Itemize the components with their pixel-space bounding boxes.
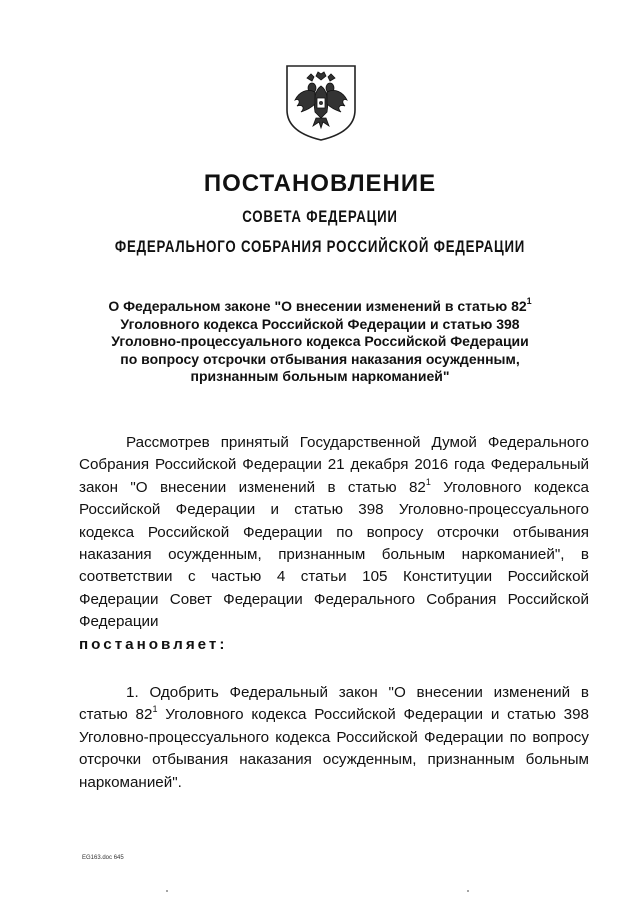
subject-line-1: О Федеральном законе "О внесении изменений в статью $82^1$ (108, 296, 532, 314)
russian-coat-of-arms-icon (283, 62, 359, 142)
subject-line-3: Уголовно-процессуального кодекса Российской Федерации (111, 333, 529, 349)
clause-1-paragraph: 1. Одобрить Федеральный закон "О внесении изменений в статью $82^1$ Уголовного кодекса Российской Федерации и статью 398 Уголовно-процессуального кодекса Российской Федерации по вопросу отсрочки отбывания наказания осужденным, признанным больным наркоманией". (79, 684, 589, 791)
resolution-subject (70, 298, 570, 386)
subject-line-4: по вопросу отсрочки отбывания наказания осужденным, (120, 350, 520, 367)
document-title: ПОСТАНОВЛЕНИЕ (203, 170, 437, 197)
scan-speck (467, 890, 469, 892)
subject-line-5: признанным больным наркоманией" (190, 368, 450, 384)
decides-verb: постановляет: (79, 635, 228, 653)
preamble-paragraph: Рассмотрев принятый Государственной Думой Федерального Собрания Российской Федерации 21 декабря 2016 года Федеральный закон "О внесении изменений в статью $82^1$ Уголовного кодекса Российской Федерации и статью 398 Уголовно-процессуального кодекса Российской Федерации по вопросу отсрочки отбывания наказания осужденным, признанным больным наркоманией", в соответствии с частью 4 статьи 105 Конституции Российской Федерации Совет Федерации Федерального Собрания Российской Федерации постановляет: (79, 434, 589, 653)
file-code: ЕG163.doc 645 (82, 855, 124, 861)
assembly-name: ФЕДЕРАЛЬНОГО СОБРАНИЯ РОССИЙСКОЙ ФЕДЕРАЦИИ (114, 237, 526, 256)
subject-line-2: Уголовного кодекса Российской Федерации и статью 398 (120, 315, 520, 332)
scan-speck (166, 890, 168, 892)
council-name: СОВЕТА ФЕДЕРАЦИИ (242, 207, 398, 226)
